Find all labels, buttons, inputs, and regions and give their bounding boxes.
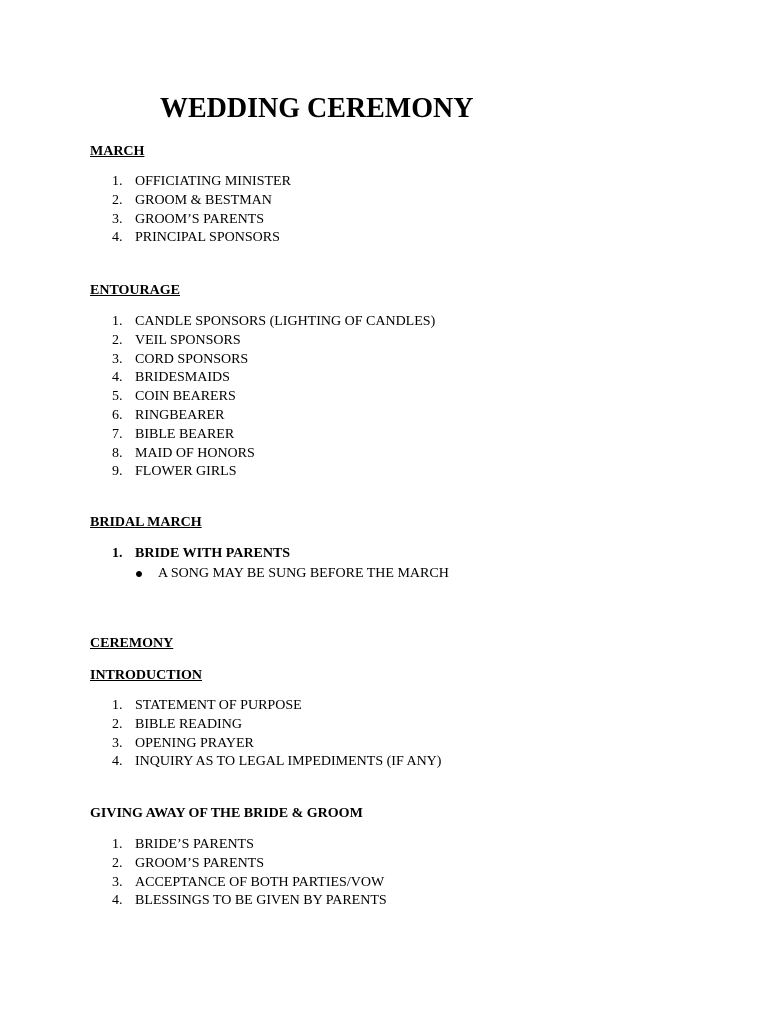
list-item-text: ACCEPTANCE OF BOTH PARTIES/VOW [135,874,385,890]
list-item-text: FLOWER GIRLS [135,464,237,480]
list-item-number: 7. [112,426,123,442]
list-item-number: 2. [112,332,123,348]
list-item-text: BIBLE READING [135,716,242,732]
bullet-icon [136,571,142,577]
page-title: WEDDING CEREMONY [160,93,474,124]
list-item-text: MAID OF HONORS [135,445,255,461]
section-heading-ceremony: CEREMONY [90,636,174,651]
bullet-item-text: A SONG MAY BE SUNG BEFORE THE MARCH [158,566,449,581]
list-item-text: BRIDESMAIDS [135,370,230,386]
list-item-number: 1. [112,546,123,561]
list-item-number: 3. [112,211,123,227]
list-item-number: 1. [112,837,123,852]
list-item-text: CORD SPONSORS [135,351,249,367]
list-item-number: 6. [112,407,123,423]
section-heading-introduction: INTRODUCTION [90,668,203,683]
list-item-text: PRINCIPAL SPONSORS [135,230,280,246]
list-item-text: VEIL SPONSORS [135,332,241,348]
list-item-number: 4. [112,370,123,386]
list-item-text: CANDLE SPONSORS (LIGHTING OF CANDLES) [135,314,436,329]
list-item-number: 8. [112,445,123,461]
list-item-number: 4. [112,754,123,770]
list-item-text: GROOM & BESTMAN [135,192,272,208]
list-item-text: INQUIRY AS TO LEGAL IMPEDIMENTS (IF ANY) [135,754,442,770]
list-item-text: GROOM’S PARENTS [135,211,265,227]
list-item-number: 2. [112,716,123,732]
list-item-number: 1. [112,698,123,713]
list-item-text: STATEMENT OF PURPOSE [135,698,302,713]
list-item-number: 3. [112,874,123,890]
list-item-number: 4. [112,230,123,246]
section-heading-march: MARCH [90,144,145,159]
list-item-text: BIBLE BEARER [135,426,235,442]
bullet-item [0,565,768,583]
list-item-text: COIN BEARERS [135,389,236,405]
list-item-text: BRIDE’S PARENTS [135,837,254,852]
list-item-text: RINGBEARER [135,407,225,423]
list-item-text: GROOM’S PARENTS [135,855,265,871]
section-heading-giving-away: GIVING AWAY OF THE BRIDE & GROOM [90,806,363,821]
list-item-number: 3. [112,735,123,751]
list-item-text: BRIDE WITH PARENTS [135,546,291,561]
section-heading-bridal-march: BRIDAL MARCH [90,515,202,530]
list-item-number: 4. [112,893,123,909]
list-item-number: 9. [112,464,123,480]
list-item-number: 1. [112,174,123,189]
list-item-number: 2. [112,192,123,208]
section-heading-entourage: ENTOURAGE [90,283,180,298]
list-item-text: OPENING PRAYER [135,735,254,751]
list-item-number: 5. [112,389,123,405]
list-item-number: 3. [112,351,123,367]
list-item-number: 1. [112,314,123,329]
list-item-text: BLESSINGS TO BE GIVEN BY PARENTS [135,893,387,909]
list-item-number: 2. [112,855,123,871]
list-item-text: OFFICIATING MINISTER [135,174,291,189]
